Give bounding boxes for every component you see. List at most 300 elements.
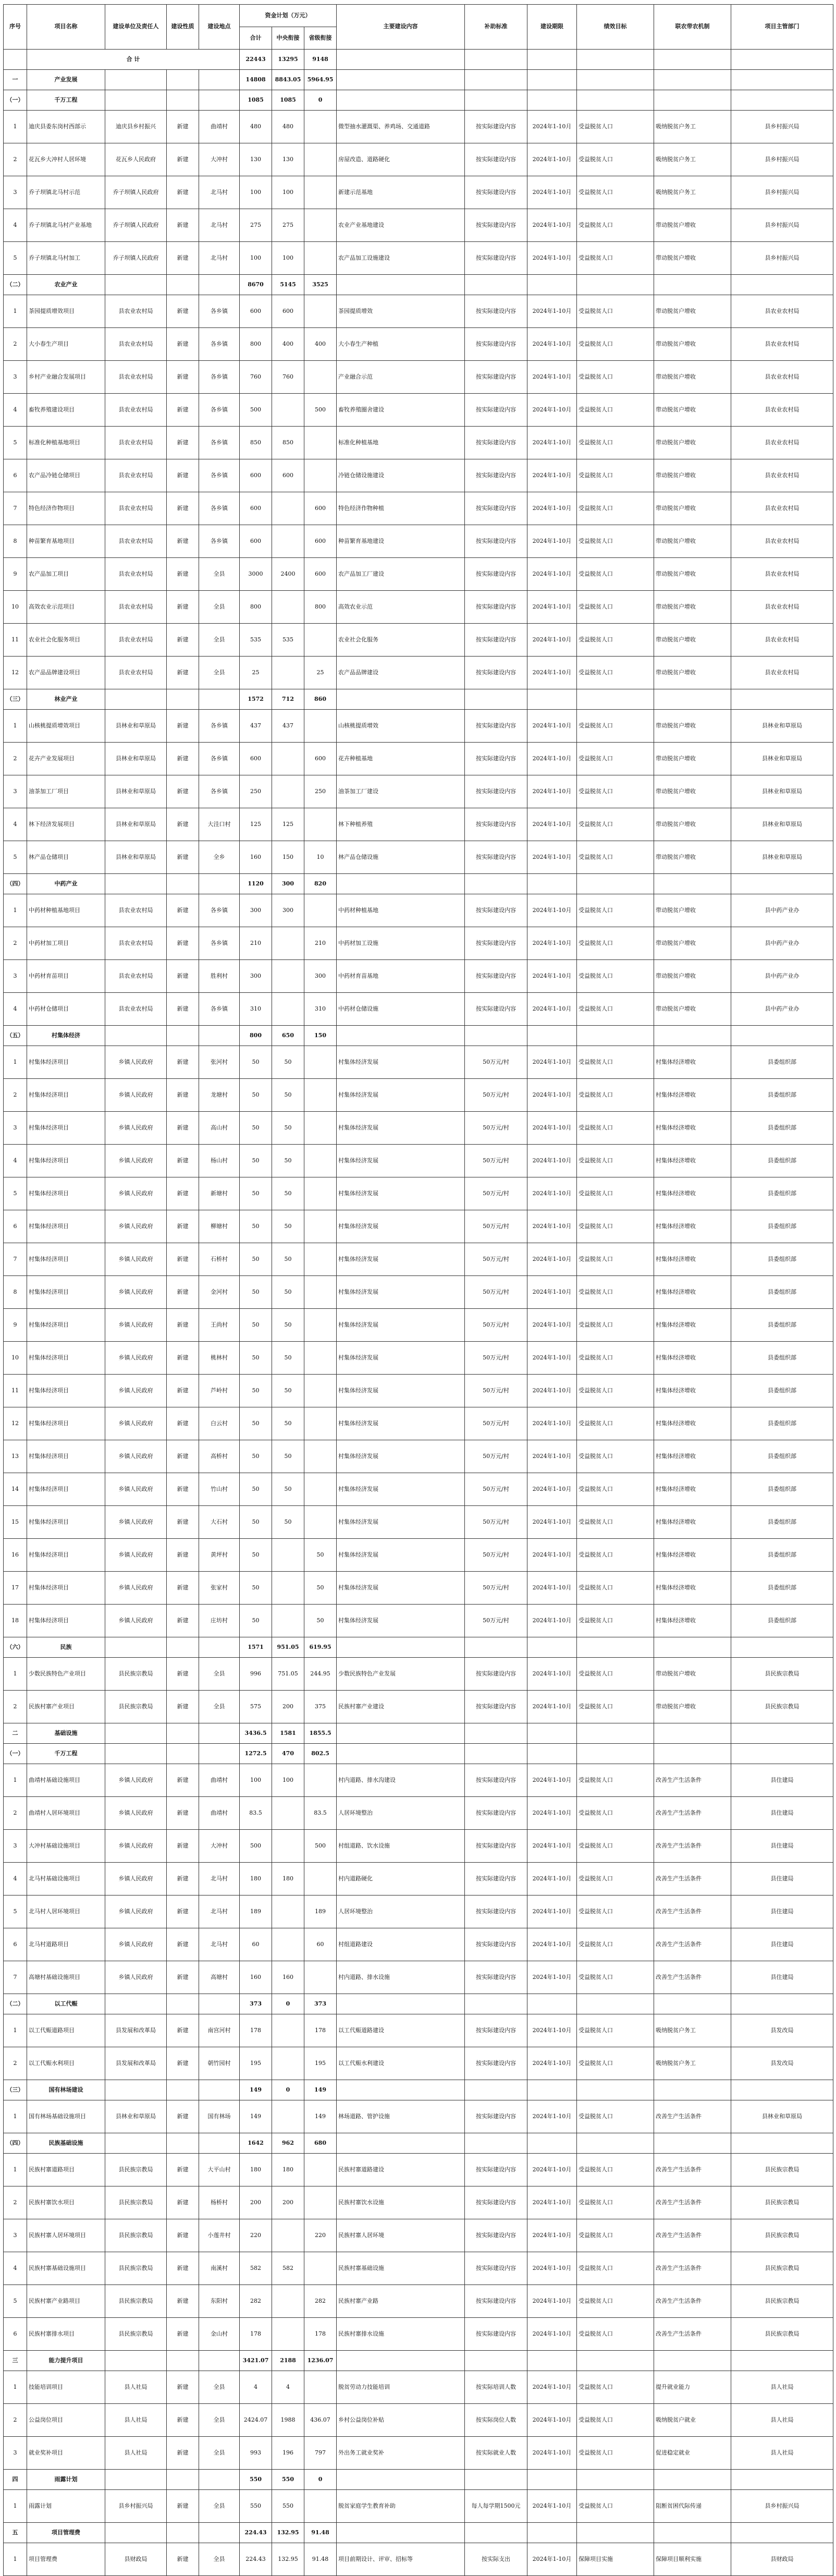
cell-unit: 县民族宗教局 [105, 2252, 167, 2285]
cell-period: 2024年1-10月 [527, 1112, 577, 1145]
cell-nature [167, 2523, 199, 2543]
cell-f-central: 712 [272, 689, 304, 710]
cell-dept: 县发改局 [731, 2014, 833, 2047]
cell-f-provincial: 10 [304, 841, 337, 874]
cell-period: 2024年1-10月 [527, 2014, 577, 2047]
cell-no: 3 [4, 2437, 27, 2470]
cell-content [337, 70, 465, 90]
cell-goal: 受益脱贫人口 [577, 1342, 654, 1375]
cell-content: 民族村寨产业路 [337, 2285, 465, 2318]
cell-mechanism: 村集体经济增收 [654, 1407, 731, 1440]
cell-subsidy [465, 1637, 527, 1658]
cell-mechanism: 改善生产生活条件 [654, 1895, 731, 1928]
cell-f-provincial [304, 624, 337, 657]
cell-mechanism [654, 1723, 731, 1744]
cell-name: 村集体经济项目 [27, 1046, 105, 1079]
cell-nature: 新建 [167, 1046, 199, 1079]
cell-subsidy: 按实际建设内容 [465, 111, 527, 143]
cell-nature [167, 275, 199, 295]
cell-f-central: 180 [272, 1863, 304, 1895]
cell-no: 1 [4, 2154, 27, 2186]
cell-goal: 受益脱贫人口 [577, 894, 654, 927]
cell-unit: 县民族宗教局 [105, 2285, 167, 2318]
cell-subsidy: 按实际建设内容 [465, 2047, 527, 2080]
cell-no: （二） [4, 275, 27, 295]
table-row [4, 2047, 833, 2080]
cell-f-total: 850 [240, 427, 272, 459]
cell-name: 村集体经济项目 [27, 1243, 105, 1276]
cell-dept: 县农业农村局 [731, 558, 833, 591]
cell-f-total: 1571 [240, 1637, 272, 1658]
cell-no: 4 [4, 1863, 27, 1895]
cell-unit: 乡镇人民政府 [105, 1928, 167, 1961]
cell-f-total: 600 [240, 459, 272, 492]
table-row [4, 1309, 833, 1342]
cell-nature: 新建 [167, 1895, 199, 1928]
cell-f-total: 160 [240, 841, 272, 874]
cell-name: 公益岗位项目 [27, 2404, 105, 2437]
cell-period: 2024年1-10月 [527, 960, 577, 993]
cell-goal [577, 1994, 654, 2014]
cell-name: 少数民族特色产业项目 [27, 1658, 105, 1691]
cell-f-provincial [304, 1079, 337, 1112]
cell-unit: 乡镇人民政府 [105, 1145, 167, 1177]
cell-mechanism: 改善生产生活条件 [654, 1928, 731, 1961]
cell-goal: 受益脱贫人口 [577, 295, 654, 328]
cell-location: 竹山村 [199, 1473, 240, 1506]
cell-name: 村集体经济项目 [27, 1309, 105, 1342]
cell-mechanism [654, 90, 731, 111]
cell-goal [577, 689, 654, 710]
cell-f-total: 50 [240, 1079, 272, 1112]
section-row [4, 1723, 833, 1744]
cell-subsidy [465, 275, 527, 295]
cell-subsidy: 按实际建设内容 [465, 2318, 527, 2351]
cell-f-provincial: 500 [304, 1830, 337, 1863]
cell-content: 农业社会化服务 [337, 624, 465, 657]
cell-f-provincial: 91.48 [304, 2543, 337, 2576]
cell-name: 以工代赈水利项目 [27, 2047, 105, 2080]
cell-name: 林下经济发展项目 [27, 808, 105, 841]
cell-f-central: 582 [272, 2252, 304, 2285]
table-row [4, 2371, 833, 2404]
cell-f-provincial [304, 427, 337, 459]
cell-nature: 新建 [167, 1797, 199, 1830]
cell-f-provincial [304, 1112, 337, 1145]
cell-nature: 新建 [167, 624, 199, 657]
cell-f-central: 962 [272, 2133, 304, 2154]
cell-name: 高效农业示范项目 [27, 591, 105, 624]
cell-period: 2024年1-10月 [527, 591, 577, 624]
cell-goal: 受益脱贫人口 [577, 1539, 654, 1572]
cell-goal: 受益脱贫人口 [577, 1691, 654, 1723]
cell-content: 项目前期设计、评审、招标等 [337, 2543, 465, 2576]
cell-f-total: 600 [240, 743, 272, 775]
cell-goal: 受益脱贫人口 [577, 2219, 654, 2252]
cell-f-provincial [304, 1961, 337, 1994]
cell-goal: 受益脱贫人口 [577, 1506, 654, 1539]
cell-f-provincial [304, 808, 337, 841]
cell-goal [577, 1744, 654, 1764]
cell-dept [731, 1026, 833, 1046]
cell-mechanism: 带动脱贫户增收 [654, 808, 731, 841]
cell-goal: 受益脱贫人口 [577, 2437, 654, 2470]
cell-period: 2024年1-10月 [527, 624, 577, 657]
cell-nature: 新建 [167, 525, 199, 558]
cell-subsidy [465, 70, 527, 90]
cell-dept: 县委组织部 [731, 1572, 833, 1605]
table-row [4, 459, 833, 492]
cell-f-total: 373 [240, 1994, 272, 2014]
cell-content: 人居环境整治 [337, 1797, 465, 1830]
cell-f-provincial [304, 1506, 337, 1539]
cell-content: 村集体经济发展 [337, 1473, 465, 1506]
cell-subsidy: 50万元/村 [465, 1309, 527, 1342]
cell-f-central [272, 492, 304, 525]
cell-f-provincial: 195 [304, 2047, 337, 2080]
cell-content: 中药材种植基地 [337, 894, 465, 927]
cell-dept [731, 2133, 833, 2154]
cell-mechanism: 改善生产生活条件 [654, 2154, 731, 2186]
cell-mechanism: 带动脱贫户增收 [654, 525, 731, 558]
cell-nature: 新建 [167, 1177, 199, 1210]
cell-no: 1 [4, 2100, 27, 2133]
cell-period [527, 2080, 577, 2100]
table-row [4, 624, 833, 657]
cell-dept: 县民族宗教局 [731, 2252, 833, 2285]
cell-f-provincial [304, 2490, 337, 2523]
cell-subsidy: 每人每学期1500元 [465, 2490, 527, 2523]
cell-subsidy [465, 2351, 527, 2371]
table-row [4, 591, 833, 624]
cell-no: 5 [4, 1177, 27, 1210]
cell-unit: 县农业农村局 [105, 927, 167, 960]
cell-goal: 受益脱贫人口 [577, 525, 654, 558]
cell-period [527, 689, 577, 710]
cell-goal: 受益脱贫人口 [577, 657, 654, 689]
cell-name: 林产品仓储项目 [27, 841, 105, 874]
cell-unit: 乡镇人民政府 [105, 1177, 167, 1210]
cell-name: 高塘村基础设施项目 [27, 1961, 105, 1994]
cell-goal: 受益脱贫人口 [577, 1658, 654, 1691]
cell-dept [731, 1723, 833, 1744]
cell-f-provincial: 0 [304, 90, 337, 111]
cell-goal: 受益脱贫人口 [577, 1605, 654, 1637]
cell-f-provincial [304, 361, 337, 394]
cell-f-central: 100 [272, 242, 304, 275]
cell-dept: 县住建局 [731, 1863, 833, 1895]
cell-content: 脱贫劳动力技能培训 [337, 2371, 465, 2404]
cell-location: 各乡镇 [199, 710, 240, 743]
cell-dept: 县委组织部 [731, 1440, 833, 1473]
cell-f-total: 100 [240, 242, 272, 275]
cell-nature [167, 1744, 199, 1764]
cell-f-central [272, 1539, 304, 1572]
cell-subsidy: 按实际建设内容 [465, 176, 527, 209]
cell-name: 中药材仓储项目 [27, 993, 105, 1026]
cell-mechanism [654, 2080, 731, 2100]
cell-empty [731, 50, 833, 70]
cell-period: 2024年1-10月 [527, 558, 577, 591]
cell-f-total: 3436.5 [240, 1723, 272, 1744]
cell-content: 农产品加工设施建设 [337, 242, 465, 275]
cell-name: 中药产业 [27, 874, 105, 894]
cell-content: 村集体经济发展 [337, 1572, 465, 1605]
cell-dept: 县委组织部 [731, 1375, 833, 1407]
cell-f-total: 275 [240, 209, 272, 242]
cell-goal: 受益脱贫人口 [577, 960, 654, 993]
cell-f-total: 210 [240, 927, 272, 960]
cell-dept: 县发改局 [731, 2047, 833, 2080]
cell-f-total: 8670 [240, 275, 272, 295]
cell-location: 杨桥村 [199, 2186, 240, 2219]
table-row [4, 1210, 833, 1243]
cell-mechanism [654, 689, 731, 710]
cell-period: 2024年1-10月 [527, 2404, 577, 2437]
cell-mechanism [654, 70, 731, 90]
cell-dept: 县中药产业办 [731, 894, 833, 927]
cell-period: 2024年1-10月 [527, 1895, 577, 1928]
cell-f-provincial [304, 1309, 337, 1342]
cell-subsidy: 50万元/村 [465, 1440, 527, 1473]
cell-period: 2024年1-10月 [527, 242, 577, 275]
cell-no: （一） [4, 1744, 27, 1764]
cell-no: （五） [4, 1026, 27, 1046]
header-funds-total: 合计 [240, 27, 272, 50]
cell-subsidy: 按实际建设内容 [465, 841, 527, 874]
cell-name: 乡村产业融合发展项目 [27, 361, 105, 394]
cell-goal: 受益脱贫人口 [577, 2318, 654, 2351]
cell-nature: 新建 [167, 361, 199, 394]
cell-name: 村集体经济项目 [27, 1177, 105, 1210]
cell-nature: 新建 [167, 328, 199, 361]
cell-goal: 受益脱贫人口 [577, 1440, 654, 1473]
cell-goal [577, 2523, 654, 2543]
cell-location: 大冲村 [199, 1830, 240, 1863]
cell-no: 2 [4, 1797, 27, 1830]
cell-mechanism: 村集体经济增收 [654, 1539, 731, 1572]
cell-f-provincial: 5964.95 [304, 70, 337, 90]
cell-subsidy: 50万元/村 [465, 1506, 527, 1539]
cell-f-central [272, 657, 304, 689]
cell-f-total: 60 [240, 1928, 272, 1961]
cell-subsidy: 按实际建设内容 [465, 2186, 527, 2219]
cell-goal: 受益脱贫人口 [577, 2154, 654, 2186]
cell-goal: 受益脱贫人口 [577, 743, 654, 775]
cell-goal: 受益脱贫人口 [577, 1046, 654, 1079]
table-row [4, 1473, 833, 1506]
section-row [4, 90, 833, 111]
table-row [4, 176, 833, 209]
cell-f-total: 480 [240, 111, 272, 143]
cell-mechanism: 带动脱贫户增收 [654, 591, 731, 624]
cell-dept: 县住建局 [731, 1961, 833, 1994]
cell-no: （四） [4, 874, 27, 894]
cell-f-provincial: 310 [304, 993, 337, 1026]
cell-no: 1 [4, 2014, 27, 2047]
cell-unit: 乔子坝镇人民政府 [105, 176, 167, 209]
cell-content: 乡村公益岗位补贴 [337, 2404, 465, 2437]
cell-goal: 受益脱贫人口 [577, 2186, 654, 2219]
cell-f-total: 575 [240, 1691, 272, 1723]
cell-period: 2024年1-10月 [527, 1375, 577, 1407]
cell-no: 7 [4, 492, 27, 525]
cell-period: 2024年1-10月 [527, 1440, 577, 1473]
cell-goal: 受益脱贫人口 [577, 1145, 654, 1177]
cell-unit: 乡镇人民政府 [105, 1440, 167, 1473]
cell-goal: 受益脱贫人口 [577, 1895, 654, 1928]
cell-location: 东阳村 [199, 2285, 240, 2318]
cell-goal: 受益脱贫人口 [577, 2404, 654, 2437]
cell-f-central: 1988 [272, 2404, 304, 2437]
cell-f-central: 50 [272, 1375, 304, 1407]
table-row [4, 209, 833, 242]
cell-f-central [272, 993, 304, 1026]
cell-f-total: 50 [240, 1112, 272, 1145]
cell-f-provincial: 149 [304, 2080, 337, 2100]
cell-mechanism: 促进稳定就业 [654, 2437, 731, 2470]
table-row [4, 841, 833, 874]
table-row [4, 1046, 833, 1079]
cell-location: 全县 [199, 657, 240, 689]
cell-location: 全县 [199, 624, 240, 657]
cell-name: 村集体经济项目 [27, 1210, 105, 1243]
cell-nature: 新建 [167, 1342, 199, 1375]
table-row [4, 1797, 833, 1830]
cell-no: 五 [4, 2523, 27, 2543]
table-row [4, 328, 833, 361]
cell-location: 大平山村 [199, 2154, 240, 2186]
cell-nature: 新建 [167, 558, 199, 591]
cell-content: 村集体经济发展 [337, 1440, 465, 1473]
cell-nature: 新建 [167, 1506, 199, 1539]
cell-unit: 乡镇人民政府 [105, 1863, 167, 1895]
cell-goal: 受益脱贫人口 [577, 427, 654, 459]
cell-f-total: 100 [240, 1764, 272, 1797]
cell-goal: 受益脱贫人口 [577, 1407, 654, 1440]
cell-f-provincial: 189 [304, 1895, 337, 1928]
cell-subsidy: 50万元/村 [465, 1605, 527, 1637]
cell-nature: 新建 [167, 394, 199, 427]
cell-period: 2024年1-10月 [527, 1658, 577, 1691]
cell-nature [167, 2351, 199, 2371]
cell-mechanism: 改善生产生活条件 [654, 2285, 731, 2318]
cell-f-total: 189 [240, 1895, 272, 1928]
table-row [4, 2219, 833, 2252]
cell-unit: 乡镇人民政府 [105, 1605, 167, 1637]
cell-period: 2024年1-10月 [527, 1473, 577, 1506]
cell-content: 以工代赈水利建设 [337, 2047, 465, 2080]
cell-goal: 受益脱贫人口 [577, 993, 654, 1026]
cell-f-central [272, 1797, 304, 1830]
cell-f-provincial [304, 1210, 337, 1243]
table-row [4, 1506, 833, 1539]
cell-dept: 县中药产业办 [731, 927, 833, 960]
cell-mechanism: 村集体经济增收 [654, 1145, 731, 1177]
cell-no: 3 [4, 2219, 27, 2252]
cell-f-provincial [304, 176, 337, 209]
cell-period: 2024年1-10月 [527, 2490, 577, 2523]
cell-mechanism: 村集体经济增收 [654, 1309, 731, 1342]
cell-goal [577, 2133, 654, 2154]
cell-f-total: 800 [240, 328, 272, 361]
cell-name: 乔子坝镇北马村示范 [27, 176, 105, 209]
cell-period [527, 1026, 577, 1046]
table-row [4, 558, 833, 591]
cell-content: 村集体经济发展 [337, 1506, 465, 1539]
cell-no: 5 [4, 1895, 27, 1928]
cell-mechanism: 村集体经济增收 [654, 1079, 731, 1112]
cell-no: 6 [4, 459, 27, 492]
table-row [4, 2186, 833, 2219]
cell-f-central: 50 [272, 1243, 304, 1276]
cell-f-total: 800 [240, 591, 272, 624]
cell-location: 各乡镇 [199, 295, 240, 328]
cell-location: 各乡镇 [199, 525, 240, 558]
table-row [4, 2252, 833, 2285]
cell-mechanism: 改善生产生活条件 [654, 1863, 731, 1895]
section-row [4, 2470, 833, 2490]
cell-name: 曲靖村基础设施项目 [27, 1764, 105, 1797]
cell-goal: 受益脱贫人口 [577, 1243, 654, 1276]
cell-unit: 县农业农村局 [105, 960, 167, 993]
cell-mechanism: 村集体经济增收 [654, 1473, 731, 1506]
cell-period [527, 874, 577, 894]
cell-location: 大石村 [199, 1506, 240, 1539]
cell-f-central [272, 1928, 304, 1961]
cell-location: 庄坊村 [199, 1605, 240, 1637]
cell-location: 各乡镇 [199, 492, 240, 525]
cell-content: 村内道路、排水沟建设 [337, 1764, 465, 1797]
cell-no: 10 [4, 1342, 27, 1375]
cell-dept: 县住建局 [731, 1928, 833, 1961]
cell-f-total: 180 [240, 1863, 272, 1895]
cell-dept: 县委组织部 [731, 1046, 833, 1079]
cell-content: 村集体经济发展 [337, 1375, 465, 1407]
cell-no: 17 [4, 1572, 27, 1605]
cell-mechanism: 村集体经济增收 [654, 1572, 731, 1605]
cell-content: 外出务工就业奖补 [337, 2437, 465, 2470]
cell-unit: 县民族宗教局 [105, 2318, 167, 2351]
cell-f-total: 50 [240, 1572, 272, 1605]
cell-content: 新建示范基地 [337, 176, 465, 209]
cell-no: 15 [4, 1506, 27, 1539]
cell-period: 2024年1-10月 [527, 657, 577, 689]
cell-content: 中药材仓储设施 [337, 993, 465, 1026]
cell-content: 村集体经济发展 [337, 1407, 465, 1440]
cell-unit [105, 2351, 167, 2371]
cell-dept: 县农业农村局 [731, 624, 833, 657]
cell-period: 2024年1-10月 [527, 2252, 577, 2285]
cell-name: 民族村寨人居环境项目 [27, 2219, 105, 2252]
cell-name: 国有林场基础设施项目 [27, 2100, 105, 2133]
cell-goal: 受益脱贫人口 [577, 808, 654, 841]
cell-f-provincial: 600 [304, 492, 337, 525]
section-row [4, 70, 833, 90]
cell-f-provincial: 1855.5 [304, 1723, 337, 1744]
cell-subsidy: 50万元/村 [465, 1473, 527, 1506]
cell-content: 村组道路建设 [337, 1928, 465, 1961]
cell-period: 2024年1-10月 [527, 1342, 577, 1375]
cell-location: 芦岭村 [199, 1375, 240, 1407]
cell-f-provincial [304, 1243, 337, 1276]
cell-location [199, 90, 240, 111]
cell-f-provincial: 244.95 [304, 1658, 337, 1691]
total-row [4, 50, 833, 70]
table-row [4, 492, 833, 525]
cell-nature [167, 689, 199, 710]
cell-content: 微型抽水灌溉渠、养鸡场、交通道路 [337, 111, 465, 143]
